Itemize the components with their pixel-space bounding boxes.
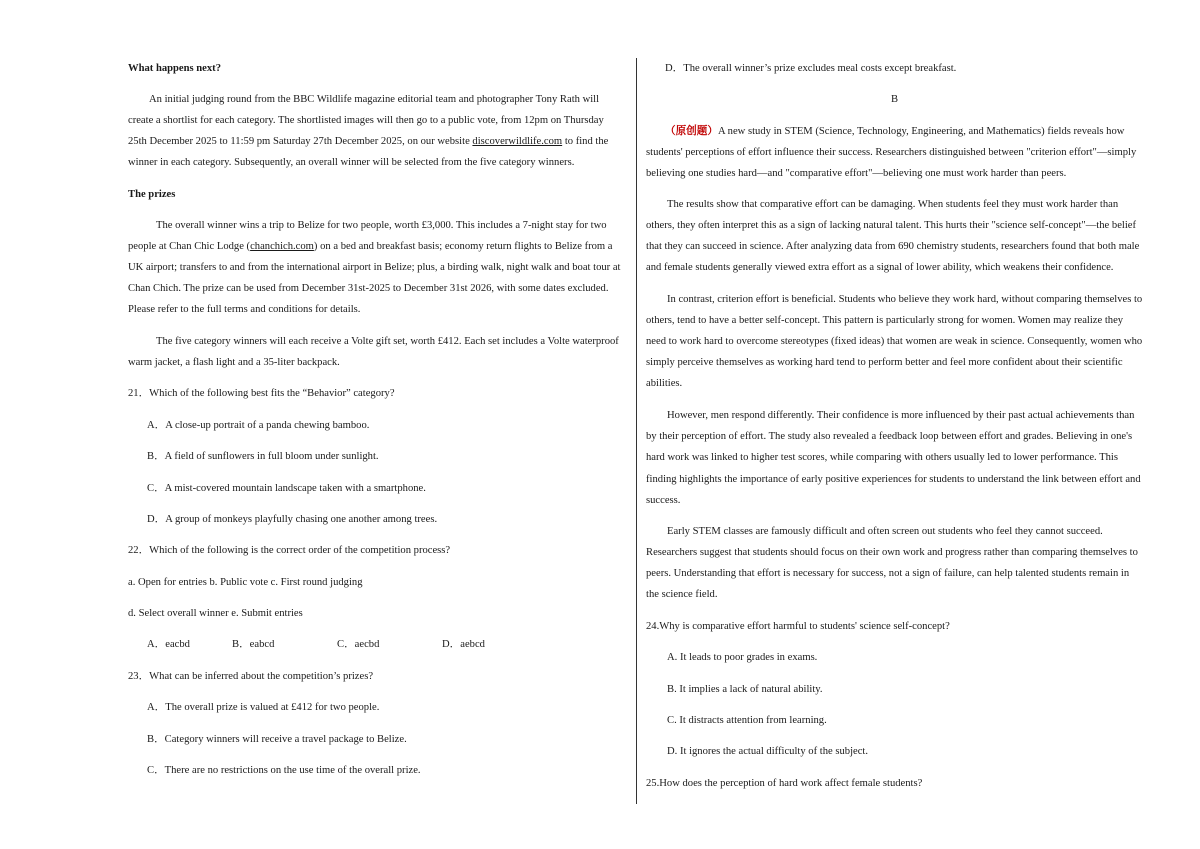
question-option: A．eacbd <box>147 639 190 650</box>
paragraph-line: success. <box>646 495 681 506</box>
question-option: D．A group of monkeys playfully chasing one another among trees. <box>147 514 438 525</box>
paragraph-line: winner in each category. Subsequently, an overall winner will be selected from the five category winners. <box>128 157 575 168</box>
question-24-stem: 24.Why is comparative effort harmful to students' science self-concept? <box>646 621 950 632</box>
paragraph-line: create a shortlist for each category. The shortlisted images will then go to a public vote, from 12pm on Thursday <box>128 115 604 126</box>
paragraph-line: warm jacket, a flash light and a 35-liter backpack. <box>128 357 340 368</box>
paragraph-line: Chan Chich. The prize can be used from December 31st-2025 to December 31st 2026, with some dates excluded. <box>128 283 609 294</box>
discoverwildlife-link[interactable]: discoverwildlife.com <box>472 136 563 147</box>
question-option: B．A field of sunflowers in full bloom under sunlight. <box>147 451 379 462</box>
paragraph-line: abilities. <box>646 378 683 389</box>
paragraph-line: finding highlights the importance of early positive experiences for students to understand the link between effort and <box>646 474 1141 485</box>
paragraph-line: others, they often interpret this as a sign of lacking natural talent. This hurts their "science self-concept"—the belief <box>646 220 1137 231</box>
paragraph-line: need to work hard to overcome stereotypes (fixed ideas) that women are weak in science. Consequently, women who <box>646 336 1143 347</box>
section-label: B <box>890 94 899 105</box>
question-option: C．There are no restrictions on the use time of the overall prize. <box>147 765 421 776</box>
paragraph-line: and female students generally viewed extra effort as a signal of lower ability, which weakens their confidence. <box>646 262 1114 273</box>
question-option: A．A close-up portrait of a panda chewing bamboo. <box>147 420 370 431</box>
paragraph-line: However, men respond differently. Their confidence is more influenced by their past actual achievements than <box>667 410 1135 421</box>
paragraph-line: the science field. <box>646 589 718 600</box>
question-22-stem: 22．Which of the following is the correct order of the competition process? <box>128 545 451 556</box>
paragraph-line: The five category winners will each receive a Volte gift set, worth £412. Each set includes a Volte waterproof <box>156 336 619 347</box>
paragraph-line: others, tend to have a better self-concept. This pattern is particularly strong for women. Women may realize they <box>646 315 1124 326</box>
paragraph-line: Please refer to the full terms and conditions for details. <box>128 304 361 315</box>
chanchich-link[interactable]: chanchich.com <box>250 241 314 252</box>
paragraph-line: Researchers suggest that students should focus on their own work and progress rather than comparing themselves to <box>646 547 1138 558</box>
paragraph-line: （原创题）A new study in STEM (Science, Technology, Engineering, and Mathematics) fields reveals how <box>665 126 1125 137</box>
paragraph-line: that they can succeed in science. After analyzing data from 690 chemistry students, researchers found that both male <box>646 241 1140 252</box>
question-option: B．eabcd <box>232 639 275 650</box>
paragraph-line: hard work was linked to higher test scores, while comparing with others usually led to lower performance. This <box>646 452 1118 463</box>
paragraph-line: 25th December 2025 to 11:59 pm Saturday 27th December 2025, on our website discoverwildlife.com to find the <box>128 136 609 147</box>
question-option: C．aecbd <box>337 639 380 650</box>
paragraph-line: peers. Understanding that effort is necessary for success, not a sign of failure, can help talented students remain in <box>646 568 1130 579</box>
process-steps-line: d. Select overall winner e. Submit entries <box>128 608 303 619</box>
question-option: D．aebcd <box>442 639 485 650</box>
question-option: A．The overall prize is valued at £412 for two people. <box>147 702 380 713</box>
process-steps-line: a. Open for entries b. Public vote c. First round judging <box>128 577 363 588</box>
question-25-stem: 25.How does the perception of hard work affect female students? <box>646 778 923 789</box>
paragraph-line: Early STEM classes are famously difficult and often screen out students who feel they cannot succeed. <box>667 526 1103 537</box>
paragraph-line: The overall winner wins a trip to Belize for two people, worth £3,000. This includes a 7-night stay for two <box>156 220 607 231</box>
heading-what-happens-next: What happens next? <box>128 63 222 74</box>
question-option: D. It ignores the actual difficulty of the subject. <box>667 746 869 757</box>
question-option: C. It distracts attention from learning. <box>667 715 827 726</box>
column-divider <box>636 58 637 804</box>
paragraph-line: UK airport; transfers to and from the international airport in Belize; plus, a birding walk, night walk and boat tour at <box>128 262 621 273</box>
paragraph-line: The results show that comparative effort can be damaging. When students feel they must work harder than <box>667 199 1119 210</box>
paragraph-line: An initial judging round from the BBC Wildlife magazine editorial team and photographer Tony Rath will <box>149 94 600 105</box>
question-option: A. It leads to poor grades in exams. <box>667 652 818 663</box>
question-21-stem: 21．Which of the following best fits the “Behavior” category? <box>128 388 395 399</box>
question-option: B. It implies a lack of natural ability. <box>667 684 823 695</box>
original-question-tag: （原创题） <box>665 126 718 137</box>
question-option: D．The overall winner’s prize excludes meal costs except breakfast. <box>665 63 957 74</box>
question-option: C．A mist-covered mountain landscape taken with a smartphone. <box>147 483 426 494</box>
question-23-stem: 23．What can be inferred about the competition’s prizes? <box>128 671 374 682</box>
paragraph-line: people at Chan Chic Lodge (chanchich.com) on a bed and breakfast basis; economy return flights to Belize from a <box>128 241 613 252</box>
question-option: B．Category winners will receive a travel package to Belize. <box>147 734 407 745</box>
paragraph-line: by their perception of effort. The study also revealed a feedback loop between effort and grades. Believing in one's <box>646 431 1133 442</box>
paragraph-line: simply perceive themselves as working hard tend to perform better and feel more confident about their scientific <box>646 357 1123 368</box>
paragraph-line: believing one studies hard—and "comparative effort"—believing one must work harder than peers. <box>646 168 1067 179</box>
heading-the-prizes: The prizes <box>128 189 176 200</box>
paragraph-line: students' perceptions of effort influence their success. Researchers distinguished between "criterion effort"—simply <box>646 147 1137 158</box>
paragraph-line: In contrast, criterion effort is beneficial. Students who believe they work hard, without comparing themselves to <box>667 294 1143 305</box>
